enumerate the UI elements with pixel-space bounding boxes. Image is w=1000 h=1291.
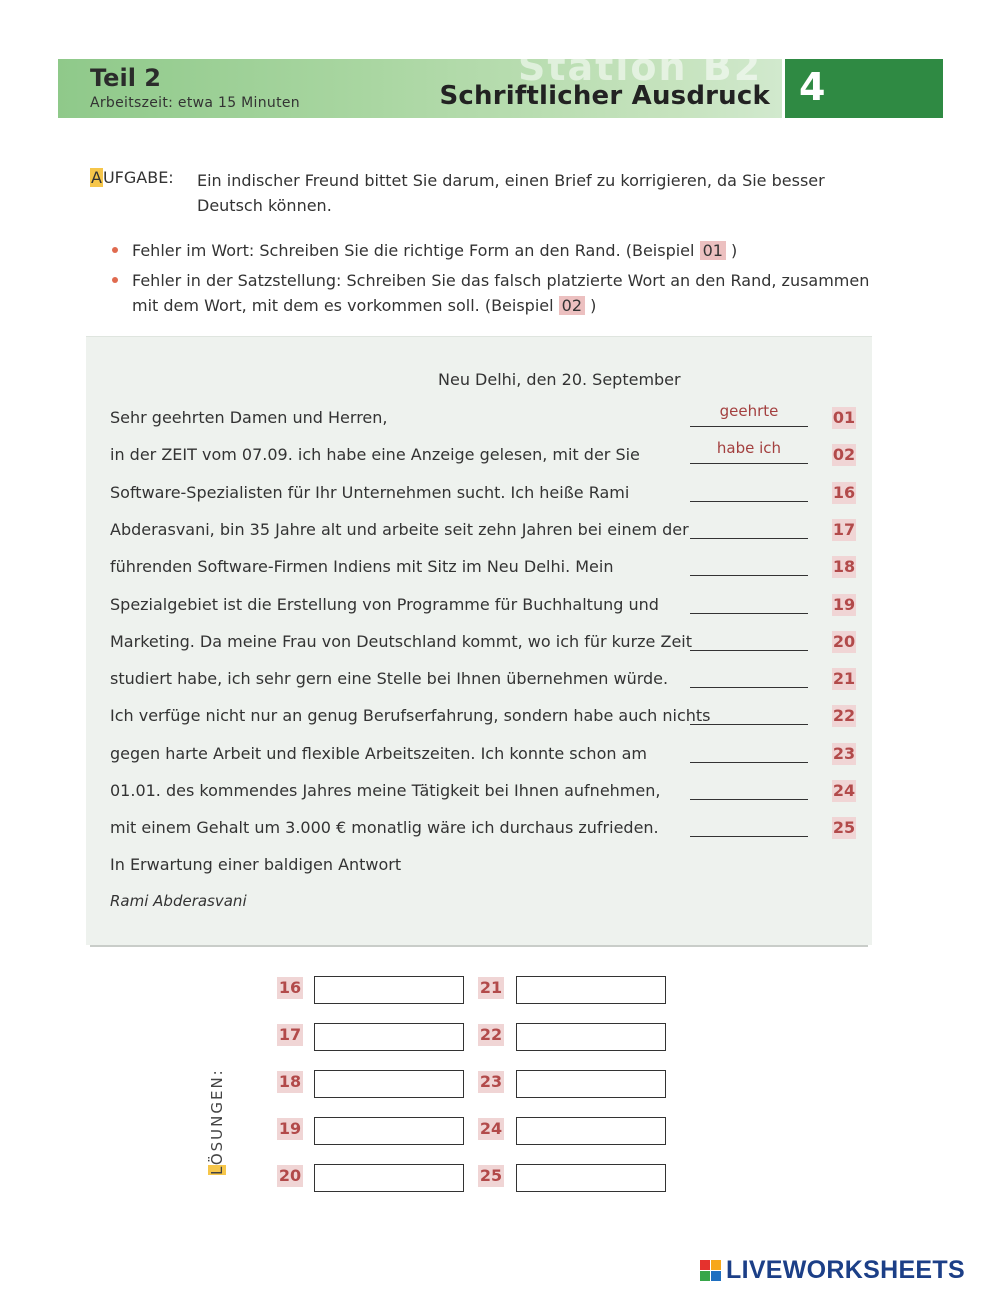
liveworksheets-logo [700, 1256, 965, 1285]
line-number-badge: 24 [832, 781, 856, 800]
solution-input-25[interactable] [516, 1164, 666, 1192]
part-title: Teil 2 [90, 64, 161, 92]
liveworksheets-logo-icon [700, 1260, 722, 1282]
bullet-dot-icon [112, 247, 118, 253]
margin-answer-line[interactable] [690, 742, 808, 763]
margin-answer-line[interactable] [690, 593, 808, 614]
header-ghost-text: Station B2 [518, 45, 763, 89]
solution-number-badge: 24 [479, 1119, 503, 1138]
letter-line: führenden Software-Firmen Indiens mit Sitz im Neu Delhi. Mein [110, 557, 614, 576]
margin-answer-line [690, 406, 808, 427]
solution-input-18[interactable] [314, 1070, 464, 1098]
letter-line: Ich verfüge nicht nur an genug Berufserfahrung, sondern habe auch nichts [110, 706, 711, 725]
instruction-bullet-1: Fehler im Wort: Schreiben Sie die richtige Form an den Rand. (Beispiel 01 ) [112, 238, 872, 263]
solution-input-20[interactable] [314, 1164, 464, 1192]
solution-input-19[interactable] [314, 1117, 464, 1145]
margin-answer-line[interactable] [690, 779, 808, 800]
solution-number-badge: 20 [278, 1166, 302, 1185]
line-number-badge: 23 [832, 744, 856, 763]
margin-answer-line [690, 443, 808, 464]
line-number-badge: 17 [832, 520, 856, 539]
liveworksheets-brand: LIVEWORKSHEETS [726, 1256, 965, 1284]
line-number-badge: 20 [832, 632, 856, 651]
solution-input-16[interactable] [314, 976, 464, 1004]
example-01-badge: 01 [700, 241, 726, 260]
solution-input-22[interactable] [516, 1023, 666, 1051]
margin-answer: habe ich [716, 439, 782, 457]
section-number: 4 [799, 65, 826, 109]
solution-number-badge: 23 [479, 1072, 503, 1091]
letter-line: Abderasvani, bin 35 Jahre alt und arbeite seit zehn Jahren bei einem der [110, 520, 689, 539]
solution-number-badge: 25 [479, 1166, 503, 1185]
line-number-badge: 01 [832, 408, 856, 427]
letter-date: Neu Delhi, den 20. September [438, 370, 681, 389]
letter-line: in der ZEIT vom 07.09. ich habe eine Anzeige gelesen, mit der Sie [110, 445, 640, 464]
solution-number-badge: 21 [479, 978, 503, 997]
line-number-badge: 22 [832, 706, 856, 725]
solutions-label: LÖSUNGEN: [208, 1068, 226, 1175]
solution-number-badge: 16 [278, 978, 302, 997]
solution-input-24[interactable] [516, 1117, 666, 1145]
solution-input-17[interactable] [314, 1023, 464, 1051]
letter-line: Spezialgebiet ist die Erstellung von Programme für Buchhaltung und [110, 595, 659, 614]
line-number-badge: 16 [832, 483, 856, 502]
margin-answer-line[interactable] [690, 667, 808, 688]
margin-answer-line[interactable] [690, 816, 808, 837]
section-number-box [782, 59, 943, 118]
letter-signature: Rami Abderasvani [110, 892, 247, 910]
margin-answer: geehrte [719, 402, 779, 420]
letter-line: studiert habe, ich sehr gern eine Stelle bei Ihnen übernehmen würde. [110, 669, 669, 688]
margin-answer-line[interactable] [690, 630, 808, 651]
margin-answer-line[interactable] [690, 518, 808, 539]
margin-answer-line[interactable] [690, 704, 808, 725]
solution-input-21[interactable] [516, 976, 666, 1004]
solution-number-badge: 18 [278, 1072, 302, 1091]
bullet-dot-icon [112, 277, 118, 283]
line-number-badge: 25 [832, 818, 856, 837]
solution-number-badge: 19 [278, 1119, 302, 1138]
solution-number-badge: 22 [479, 1025, 503, 1044]
solution-input-23[interactable] [516, 1070, 666, 1098]
task-label: AUFGABE: [91, 168, 174, 187]
task-text: Ein indischer Freund bittet Sie darum, einen Brief zu korrigieren, da Sie besser Deutsch können. [197, 171, 825, 215]
letter-line: Sehr geehrten Damen und Herren, [110, 408, 388, 427]
letter-line: gegen harte Arbeit und flexible Arbeitszeiten. Ich konnte schon am [110, 744, 647, 763]
line-number-badge: 18 [832, 557, 856, 576]
letter-line: Software-Spezialisten für Ihr Unternehmen sucht. Ich heiße Rami [110, 483, 630, 502]
line-number-badge: 21 [832, 669, 856, 688]
time-info: Arbeitszeit: etwa 15 Minuten [90, 95, 300, 111]
margin-answer-line[interactable] [690, 481, 808, 502]
line-number-badge: 19 [832, 595, 856, 614]
instruction-bullet-2: Fehler in der Satzstellung: Schreiben Sie das falsch platzierte Wort an den Rand, zusammen mit dem Wort, mit dem es vorkommen soll. (Beispiel 02 ) [112, 268, 872, 318]
example-02-badge: 02 [559, 296, 585, 315]
section-title: Schriftlicher Ausdruck [439, 81, 770, 111]
margin-answer-line[interactable] [690, 555, 808, 576]
line-number-badge: 02 [832, 445, 856, 464]
letter-line: mit einem Gehalt um 3.000 € monatlig wäre ich durchaus zufrieden. [110, 818, 659, 837]
solution-number-badge: 17 [278, 1025, 302, 1044]
header-band [58, 45, 940, 118]
letter-closing: In Erwartung einer baldigen Antwort [110, 855, 402, 874]
letter-line: Marketing. Da meine Frau von Deutschland kommt, wo ich für kurze Zeit [110, 632, 692, 651]
letter-line: 01.01. des kommendes Jahres meine Tätigkeit bei Ihnen aufnehmen, [110, 781, 661, 800]
